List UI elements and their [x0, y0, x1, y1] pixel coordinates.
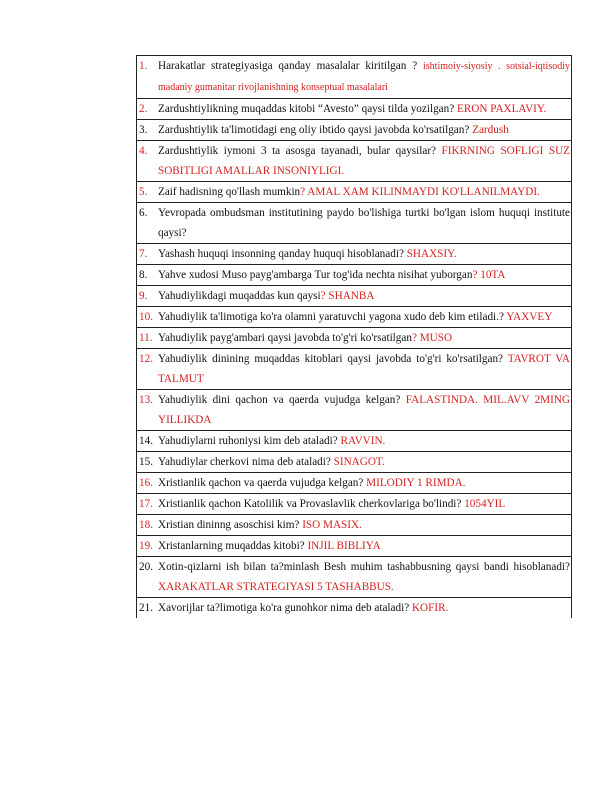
question-cell: [137, 494, 572, 515]
question-number: 6.: [139, 207, 148, 219]
question-text-block: [158, 515, 570, 535]
question-row: [137, 349, 572, 390]
question-row-content: [139, 536, 570, 556]
question-cell: [137, 431, 572, 452]
question-text: Xavorijlar ta?limotiga ko'ra gunohkor nima deb ataladi?: [158, 602, 412, 614]
question-text-block: [158, 265, 570, 285]
question-text-block: [158, 431, 570, 451]
question-text: Harakatlar strategiyasiga qanday masalalar kiritilgan ?: [158, 60, 424, 72]
question-number: 4.: [139, 145, 148, 157]
question-row: [137, 473, 572, 494]
question-row-content: [139, 390, 570, 430]
question-cell: [137, 120, 572, 141]
question-cell: [137, 265, 572, 286]
question-text-block: [158, 141, 570, 181]
question-row-content: [139, 203, 570, 243]
question-number: 5.: [139, 186, 148, 198]
question-row: [137, 536, 572, 557]
question-text: Yahudiylarni ruhoniysi kim deb ataladi?: [158, 435, 341, 447]
question-text: Yahudiylik dinining muqaddas kitoblari qaysi javobda to'g'ri ko'rsatilgan?: [158, 353, 508, 365]
question-row-content: [139, 120, 570, 140]
question-row: [137, 307, 572, 328]
question-table-body: [137, 56, 572, 619]
answer-text: ISO MASIX.: [302, 519, 362, 531]
answer-text: SINAGOT.: [333, 456, 385, 468]
question-cell: [137, 390, 572, 431]
question-number: 15.: [139, 456, 153, 468]
question-text: Xristanlarning muqaddas kitobi?: [158, 540, 308, 552]
question-text: Yahudiylar cherkovi nima deb ataladi?: [158, 456, 334, 468]
answer-text: ? AMAL XAM KILINMAYDI KO'LLANILMAYDI.: [300, 186, 540, 198]
question-text-block: [158, 598, 570, 618]
question-row: [137, 265, 572, 286]
answer-text: FALASTINDA. MIL.AVV 2MING YILLIKDA: [158, 394, 570, 426]
question-row: [137, 598, 572, 619]
question-text-block: [158, 120, 570, 140]
question-text-block: [158, 452, 570, 472]
question-text: Yahudiylik payg'ambari qaysi javobda to'g'ri ko'rsatilgan: [158, 332, 412, 344]
answer-text: INJIL BIBLIYA: [307, 540, 381, 552]
answer-text: ishtimoiy-siyosiy . sotsial-iqtisodiy madaniy gumanitar rivojlanishning konseptual masalalari: [158, 61, 570, 93]
question-row-content: [139, 557, 570, 597]
question-text: Yevropada ombudsman institutining paydo bo'lishiga turtki bo'lgan islom huquqi institute qaysi?: [158, 207, 570, 239]
question-row-content: [139, 349, 570, 389]
question-row: [137, 286, 572, 307]
question-cell: [137, 328, 572, 349]
question-number: 7.: [139, 248, 148, 260]
question-row-content: [139, 431, 570, 451]
question-cell: [137, 536, 572, 557]
question-text: Yashash huquqi insonning qanday huquqi hisoblanadi?: [158, 248, 407, 260]
question-number: 21.: [139, 602, 153, 614]
question-text-block: [158, 203, 570, 243]
question-number: 17.: [139, 498, 153, 510]
question-row: [137, 515, 572, 536]
question-number: 10.: [139, 311, 153, 323]
answer-text: KOFIR.: [411, 602, 449, 614]
question-cell: [137, 452, 572, 473]
question-text-block: [158, 56, 570, 98]
question-text-block: [158, 557, 570, 597]
question-text-block: [158, 494, 570, 514]
question-text-block: [158, 182, 570, 202]
question-row: [137, 452, 572, 473]
question-row: [137, 328, 572, 349]
answer-text: FIKRNING SOFLIGI SUZ SOBITLIGI AMALLAR INSONIYLIGI.: [158, 145, 570, 177]
question-cell: [137, 349, 572, 390]
question-number: 11.: [139, 332, 153, 344]
question-cell: [137, 56, 572, 99]
question-row-content: [139, 494, 570, 514]
question-cell: [137, 244, 572, 265]
question-row: [137, 557, 572, 598]
question-row-content: [139, 244, 570, 264]
question-text: Xristianlik qachon Katolilik va Provaslavlik cherkovlariga bo'lindi?: [158, 498, 465, 510]
question-cell: [137, 203, 572, 244]
question-cell: [137, 598, 572, 619]
question-row: [137, 99, 572, 120]
question-row-content: [139, 182, 570, 202]
question-row: [137, 244, 572, 265]
question-text-block: [158, 390, 570, 430]
question-number: 18.: [139, 519, 153, 531]
question-number: 12.: [139, 353, 153, 365]
question-row-content: [139, 307, 570, 327]
question-row: [137, 390, 572, 431]
question-row-content: [139, 56, 570, 98]
question-row: [137, 431, 572, 452]
question-text: Zaif hadisning qo'llash mumkin: [158, 186, 301, 198]
question-cell: [137, 307, 572, 328]
question-cell: [137, 182, 572, 203]
question-row-content: [139, 515, 570, 535]
question-cell: [137, 286, 572, 307]
question-number: 2.: [139, 103, 148, 115]
question-row: [137, 182, 572, 203]
question-cell: [137, 557, 572, 598]
answer-text: ? 10TA: [472, 269, 506, 281]
question-text: Yahve xudosi Muso payg'ambarga Tur tog'ida nechta nisihat yuborgan: [158, 269, 473, 281]
answer-text: ? SHANBA: [320, 290, 375, 302]
question-text-block: [158, 286, 570, 306]
question-number: 13.: [139, 394, 153, 406]
question-row: [137, 56, 572, 99]
answer-text: MILODIY 1 RIMDA.: [366, 477, 466, 489]
question-cell: [137, 99, 572, 120]
question-row-content: [139, 286, 570, 306]
question-row-content: [139, 452, 570, 472]
question-text: Xristianlik qachon va qaerda vujudga kelgan?: [158, 477, 367, 489]
question-text: Yahudiylik ta'limotiga ko'ra olamni yaratuvchi yagona xudo deb kim etiladi.?: [158, 311, 507, 323]
question-text-block: [158, 99, 570, 119]
question-cell: [137, 473, 572, 494]
question-number: 20.: [139, 561, 153, 573]
question-row-content: [139, 265, 570, 285]
question-cell: [137, 141, 572, 182]
question-text: Zardushtiylikning muqaddas kitobi “Avesto” qaysi tilda yozilgan?: [158, 103, 457, 115]
question-row: [137, 141, 572, 182]
question-row: [137, 120, 572, 141]
question-number: 8.: [139, 269, 148, 281]
question-text-block: [158, 328, 570, 348]
question-text: Yahudiylik dini qachon va qaerda vujudga kelgan?: [158, 394, 406, 406]
question-row-content: [139, 473, 570, 493]
answer-text: SHAXSIY.: [406, 248, 457, 260]
question-number: 19.: [139, 540, 153, 552]
answer-text: 1054YIL: [464, 498, 506, 510]
question-cell: [137, 515, 572, 536]
question-number: 14.: [139, 435, 153, 447]
question-number: 3.: [139, 124, 148, 136]
question-text: Xotin-qizlarni ish bilan ta?minlash Besh muhim tashabbusning qaysi bandi hisoblanadi?: [158, 561, 570, 573]
question-text-block: [158, 473, 570, 493]
answer-text: ERON PAXLAVIY.: [457, 103, 547, 115]
question-row: [137, 203, 572, 244]
answer-text: Zardush: [472, 124, 509, 136]
question-text: Zardushtiylik ta'limotidagi eng oliy ibtido qaysi javobda ko'rsatilgan?: [158, 124, 473, 136]
answer-text: ? MUSO: [411, 332, 453, 344]
question-row-content: [139, 598, 570, 618]
answer-text: XARAKATLAR STRATEGIYASI 5 TASHABBUS.: [158, 581, 394, 593]
question-row-content: [139, 99, 570, 119]
answer-text: TAVROT VA TALMUT: [158, 353, 570, 385]
question-row-content: [139, 141, 570, 181]
question-number: 9.: [139, 290, 148, 302]
question-number: 16.: [139, 477, 153, 489]
question-number: 1.: [139, 60, 148, 72]
question-row: [137, 494, 572, 515]
answer-text: RAVVIN.: [340, 435, 386, 447]
question-text: Xristian dininng asoschisi kim?: [158, 519, 303, 531]
answer-text: YAXVEY: [506, 311, 553, 323]
question-text-block: [158, 244, 570, 264]
question-table: [136, 55, 572, 618]
question-row-content: [139, 328, 570, 348]
question-text-block: [158, 536, 570, 556]
question-text: Zardushtiylik iymoni 3 ta asosga tayanadi, bular qaysilar?: [158, 145, 442, 157]
question-text-block: [158, 307, 570, 327]
question-text: Yahudiylikdagi muqaddas kun qaysi: [158, 290, 321, 302]
question-text-block: [158, 349, 570, 389]
